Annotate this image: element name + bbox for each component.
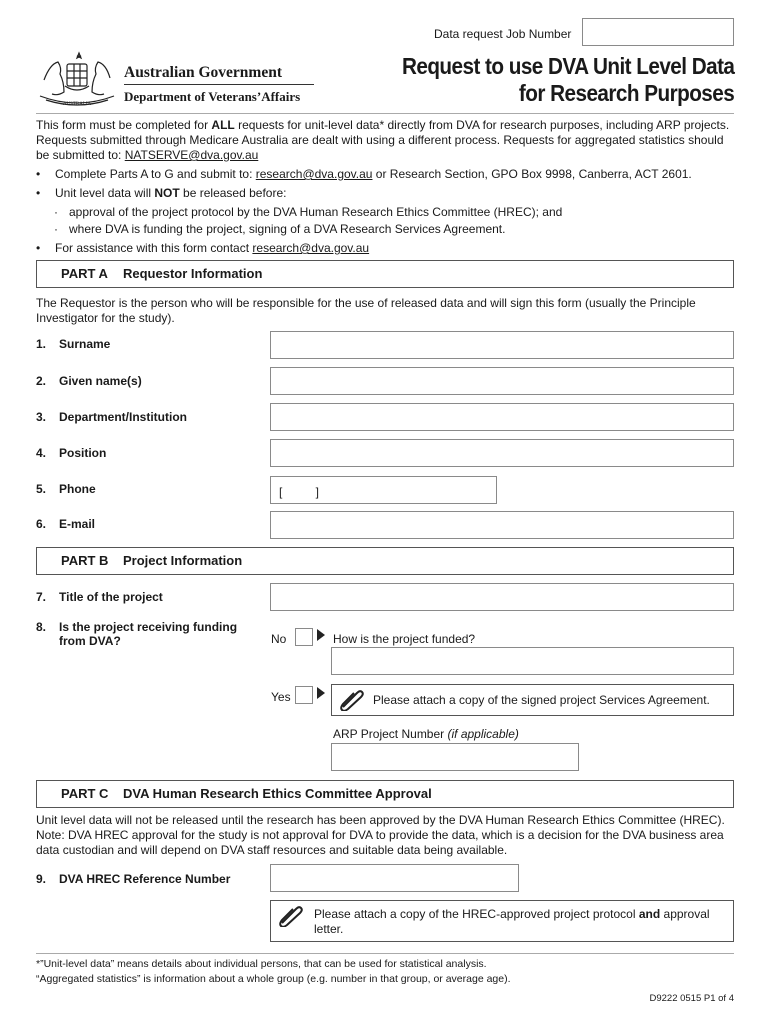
part-b-header: PART B Project Information	[36, 547, 734, 575]
assistance-email-link[interactable]: research@dva.gov.au	[252, 241, 370, 255]
position-input[interactable]	[270, 439, 734, 467]
dva-funding-label-2: from DVA?	[59, 634, 121, 648]
page-title-line2: for Research Purposes	[518, 80, 734, 106]
phone-label: Phone	[59, 482, 96, 496]
position-label: Position	[59, 446, 107, 460]
part-a-header: PART A Requestor Information	[36, 260, 734, 288]
how-funded-input[interactable]	[331, 647, 734, 675]
arrow-right-icon	[317, 687, 325, 699]
bullet-release: • Unit level data will NOT be released before:	[36, 186, 287, 200]
bullet-assistance: • For assistance with this form contact research@dva.gov.au	[36, 241, 370, 255]
phone-input[interactable]	[270, 476, 497, 504]
hrec-reference-input[interactable]	[270, 864, 519, 892]
surname-label: Surname	[59, 337, 111, 351]
email-label: E-mail	[59, 517, 96, 531]
sub-bullet-agreement: · where DVA is funding the project, signing of a DVA Research Services Agreement.	[54, 222, 506, 236]
department-institution-label: Department/Institution	[59, 410, 187, 424]
coat-of-arms-icon	[36, 50, 118, 108]
page-title-line1: Request to use DVA Unit Level Data	[401, 53, 734, 79]
title-divider	[36, 113, 734, 114]
arrow-right-icon	[317, 629, 325, 641]
job-number-input[interactable]	[582, 18, 734, 46]
arp-project-number-input[interactable]	[331, 743, 579, 771]
form-code: D9222 0515 P1 of 4	[649, 993, 734, 1004]
department-name: Department of Veterans’Affairs	[124, 89, 301, 104]
part-c-header: PART C DVA Human Research Ethics Committee Approval	[36, 780, 734, 808]
research-email-link[interactable]: research@dva.gov.au	[255, 167, 373, 181]
email-input[interactable]	[270, 511, 734, 539]
svg-text:AUSTRALIA: AUSTRALIA	[62, 102, 92, 107]
paperclip-icon	[337, 689, 365, 711]
project-title-input[interactable]	[270, 583, 734, 611]
footer-divider	[36, 953, 734, 954]
phone-area-code-bracket: [ ]	[279, 485, 320, 499]
header-divider	[124, 84, 314, 85]
no-label: No	[271, 632, 287, 646]
government-name: Australian Government	[124, 64, 283, 81]
arp-project-number-label: ARP Project Number (if applicable)	[333, 727, 519, 741]
attach-hrec-note: Please attach a copy of the HREC-approved project protocol and approval letter.	[270, 900, 734, 942]
project-title-label: Title of the project	[59, 590, 163, 604]
natserve-email-link[interactable]: NATSERVE@dva.gov.au	[124, 148, 259, 162]
footnote-aggregated: “Aggregated statistics” is information about a whole group (e.g. number in that group, or average age).	[36, 973, 511, 985]
yes-label: Yes	[271, 690, 291, 704]
given-names-input[interactable]	[270, 367, 734, 395]
bullet-submit: • Complete Parts A to G and submit to: research@dva.gov.au or Research Section, GPO Box 9998, Canberra, ACT 2601.	[36, 167, 692, 181]
attach-agreement-note: Please attach a copy of the signed project Services Agreement.	[331, 684, 734, 716]
part-c-description: Unit level data will not be released until the research has been approved by the DVA Human Research Ethics Committee (HREC). Note: DVA HREC approval for the study is not approval for DVA to provide the data, which is a decision for the DVA business area data custodian and will depend on DVA staff resources and suitable data being available.	[36, 813, 725, 857]
funding-yes-checkbox[interactable]	[295, 686, 313, 704]
footnote-unit-level: *”Unit-level data” means details about individual persons, that can be used for statistical analysis.	[36, 958, 487, 970]
hrec-reference-label: DVA HREC Reference Number	[59, 872, 231, 886]
sub-bullet-hrec: · approval of the project protocol by the DVA Human Research Ethics Committee (HREC); and	[54, 205, 563, 219]
intro-paragraph: This form must be completed for ALL requests for unit-level data* directly from DVA for research purposes, including ARP projects. Requests submitted through Medicare Australia are dealt with using a different process. Requests for aggregated statistics should be submitted to: NATSERVE@dva.gov.au	[36, 118, 730, 162]
given-names-label: Given name(s)	[59, 374, 142, 388]
job-number-label: Data request Job Number	[434, 27, 572, 41]
funding-no-checkbox[interactable]	[295, 628, 313, 646]
surname-input[interactable]	[270, 331, 734, 359]
paperclip-icon	[276, 905, 304, 927]
dva-funding-label-1: Is the project receiving funding	[59, 620, 238, 634]
how-funded-label: How is the project funded?	[333, 632, 476, 646]
part-a-description: The Requestor is the person who will be responsible for the use of released data and will sign this form (usually the Principle Investigator for the study).	[36, 296, 696, 325]
department-institution-input[interactable]	[270, 403, 734, 431]
